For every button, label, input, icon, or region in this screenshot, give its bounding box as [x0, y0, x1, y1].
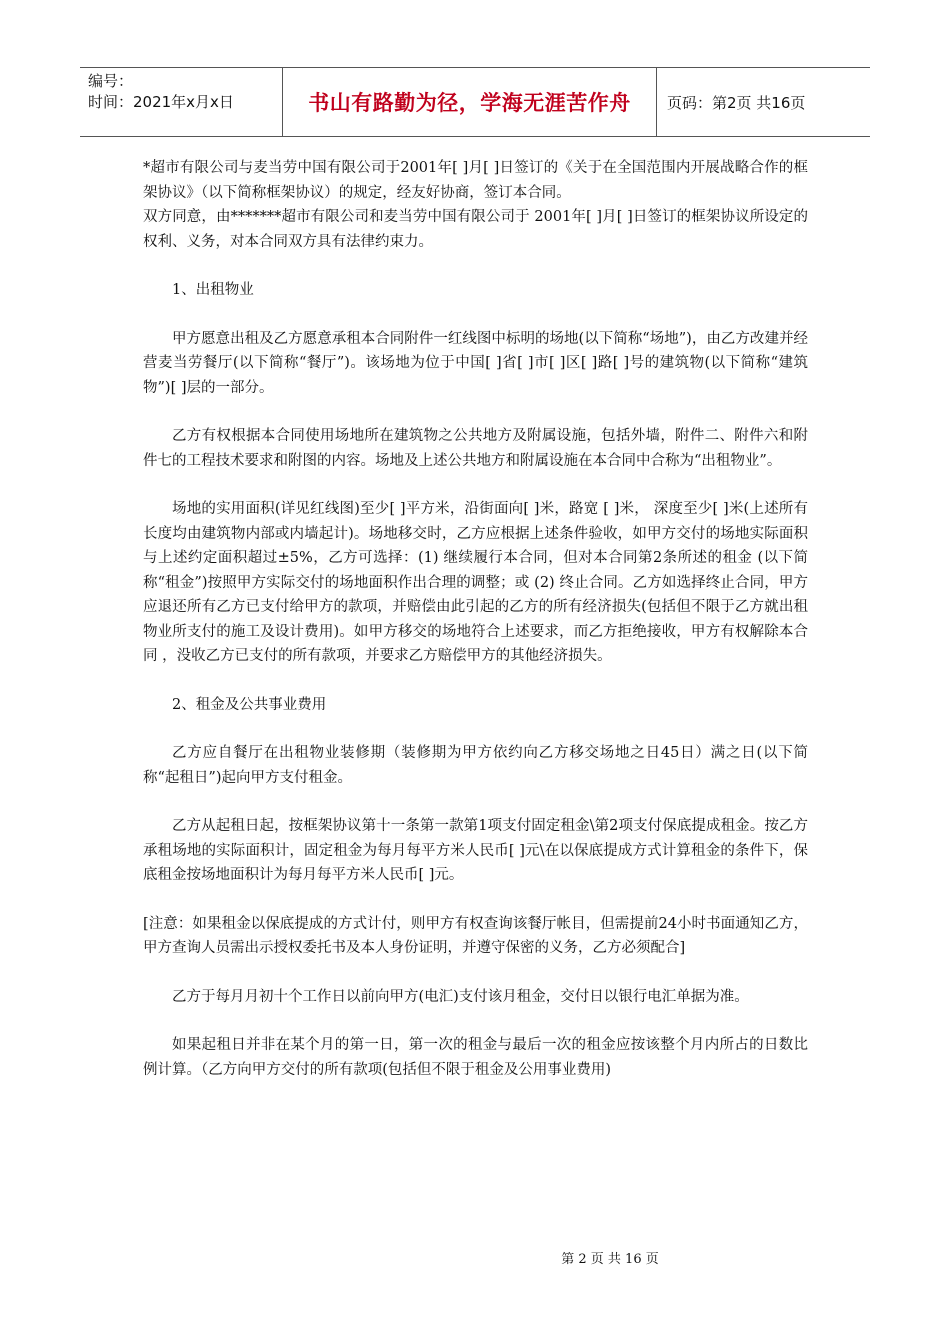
header-motto: 书山有路勤为径，学海无涯苦作舟 [283, 68, 657, 136]
header-meta [80, 68, 283, 136]
paragraph-site-area: 场地的实用面积(详见红线图)至少[ ]平方米，沿街面向[ ]米，路宽 [ ]米， 深度至少[ ]米(上述所有长度均由建筑物内部或内墙起计)。场地移交时，乙方应根据上述条件验收，如甲方交付的场地实际面积与上述约定面积超过±5%，乙方可选择：(1) 继续履行本合同，但对本合同第2条所述的租金 (以下简称“租金”)按照甲方实际交付的场地面积作出合理的调整；或 (2) 终止合同。乙方如选择终止合同，甲方应退还所有乙方已支付给甲方的款项，并赔偿由此引起的乙方的所有经济损失(包括但不限于乙方就出租物业所支付的施工及设计费用)。如甲方移交的场地符合上述要求，而乙方拒绝接收，甲方有权解除本合同 ，没收乙方已支付的所有款项，并要求乙方赔偿甲方的其他经济损失。 [143, 501, 808, 664]
page-footer: 第 2 页 共 16 页 [561, 1252, 659, 1267]
intro-paragraph-1: *超市有限公司与麦当劳中国有限公司于2001年[ ]月[ ]日签订的《关于在全国范围内开展战略合作的框架协议》（以下简称框架协议）的规定，经友好协商，签订本合同。 [143, 160, 808, 201]
serial-label: 编号： [88, 72, 134, 90]
paragraph-leased-site: 甲方愿意出租及乙方愿意承租本合同附件一红线图中标明的场地(以下简称“场地”)，由乙方改建并经营麦当劳餐厅(以下简称“餐厅”)。该场地为位于中国[ ]省[ ]市[ ]区[ ]路[ ]号的建筑物(以下简称“建筑物”)[ ]层的一部分。 [143, 330, 808, 396]
page-header [80, 67, 870, 137]
paragraph-rent-amount: 乙方从起租日起，按框架协议第十一条第一款第1项支付固定租金\第2项支付保底提成租金。按乙方承租场地的实际面积计，固定租金为每月每平方米人民币[ ]元\在以保底提成方式计算租金的条件下，保底租金按场地面积计为每月每平方米人民币[ ]元。 [143, 818, 808, 883]
paragraph-proration: 如果起租日并非在某个月的第一日，第一次的租金与最后一次的租金应按该整个月内所占的日数比例计算。（乙方向甲方交付的所有款项(包括但不限于租金及公用事业费用) [143, 1037, 808, 1078]
section-heading-2: 2、租金及公共事业费用 [172, 696, 327, 713]
header-page-label: 页码：第2页 共16页 [667, 93, 806, 112]
date-label: 时间：2021年x月x日 [88, 93, 234, 111]
paragraph-public-areas: 乙方有权根据本合同使用场地所在建筑物之公共地方及附属设施，包括外墙，附件二、附件六和附件七的工程技术要求和附图的内容。场地及上述公共地方和附属设施在本合同中合称为“出租物业”。 [143, 428, 808, 469]
paragraph-rent-start: 乙方应自餐厅在出租物业装修期（装修期为甲方依约向乙方移交场地之日45日）满之日(以下简称“起租日”)起向甲方支付租金。 [143, 745, 808, 786]
paragraph-payment: 乙方于每月月初十个工作日以前向甲方(电汇)支付该月租金，交付日以银行电汇单据为准。 [172, 988, 749, 1005]
section-heading-1: 1、出租物业 [172, 282, 254, 298]
paragraph-note: [注意：如果租金以保底提成的方式计付，则甲方有权查询该餐厅帐目，但需提前24小时书面通知乙方，甲方查询人员需出示授权委托书及本人身份证明，并遵守保密的义务，乙方必须配合] [143, 915, 808, 956]
document-body [143, 156, 808, 1082]
intro-paragraph-2: 双方同意，由*******超市有限公司和麦当劳中国有限公司于 2001年[ ]月[ ]日签订的框架协议所设定的权利、义务，对本合同双方具有法律约束力。 [143, 209, 808, 250]
